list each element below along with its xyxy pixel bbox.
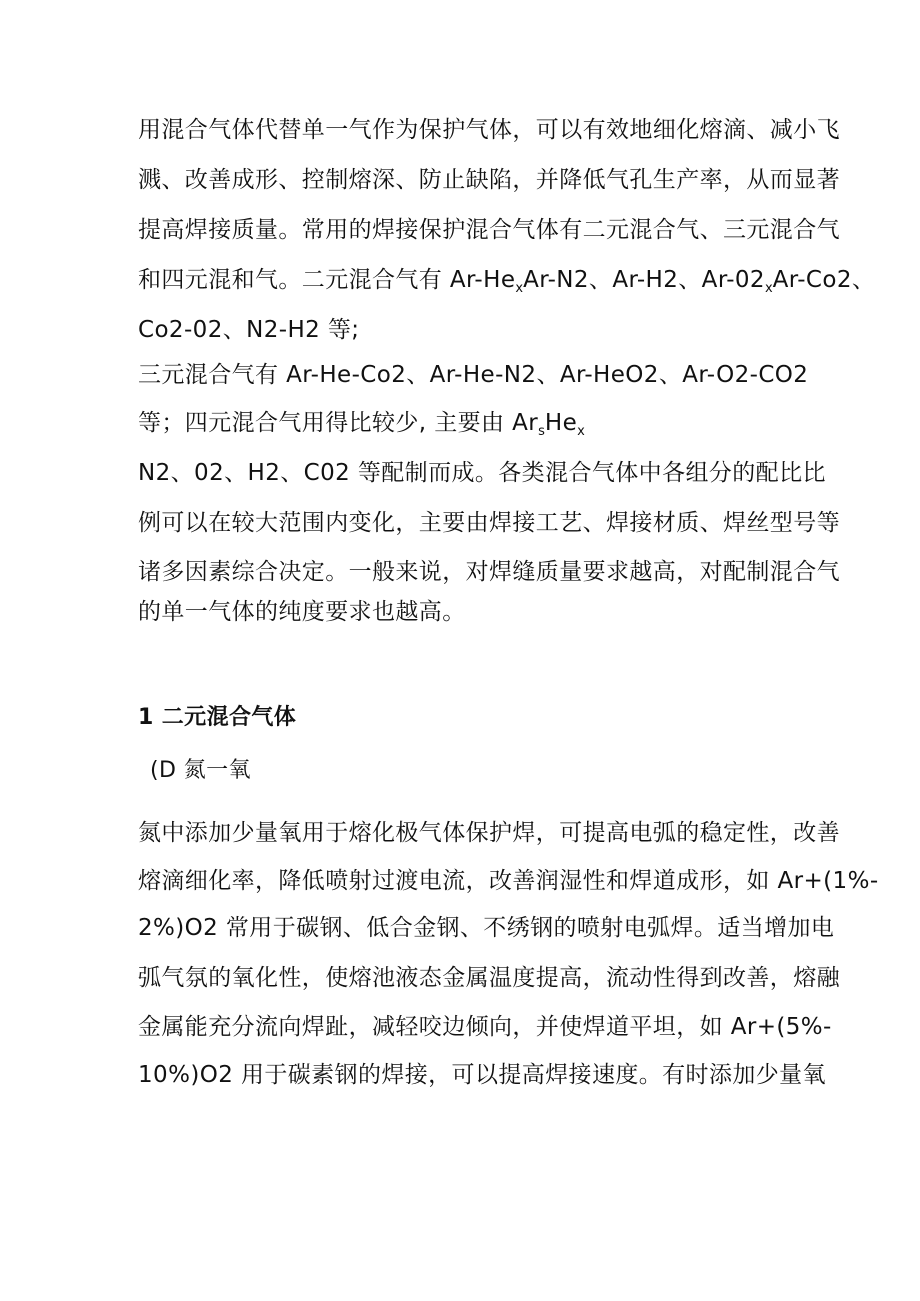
paragraph-2-line-6: 的单一气体的纯度要求也越高。 [138, 599, 466, 625]
paragraph-2-line-4: 例可以在较大范围内变化，主要由焊接工艺、焊接材质、焊丝型号等 [138, 510, 840, 536]
paragraph-3-line-3: 2%)O2 常用于碳钢、低合金钢、不绣钢的喷射电弧焊。适当增加电 [138, 915, 835, 941]
text-run: Ar-N2、Ar-H2、Ar-02 [523, 267, 765, 293]
paragraph-2-line-3: N2、02、H2、C02 等配制而成。各类混合气体中各组分的配比比 [138, 460, 826, 486]
section-heading: 1 二元混合气体 [138, 705, 297, 730]
paragraph-3-line-2: 熔滴细化率，降低喷射过渡电流，改善润湿性和焊道成形，如 Ar+(1%- [138, 868, 879, 894]
text-run: Ar-Co2、 [772, 267, 876, 293]
subscript: x [577, 424, 585, 439]
paragraph-1-line-4 [138, 265, 875, 304]
paragraph-1-line-1: 用混合气体代替单一气作为保护气体，可以有效地细化熔滴、减小飞 [138, 117, 840, 143]
text-run: 和四元混和气。二元混合气有 Ar-He [138, 267, 516, 293]
subsection-heading: (D 氮一氧 [150, 758, 251, 783]
paragraph-3-line-1: 氮中添加少量氧用于熔化极气体保护焊，可提高电弧的稳定性，改善 [138, 820, 840, 846]
paragraph-2-line-5: 诸多因素综合决定。一般来说，对焊缝质量要求越高，对配制混合气 [138, 559, 840, 585]
paragraph-1-line-5: Co2-02、N2-H2 等; [138, 317, 360, 343]
text-run: He [544, 410, 578, 436]
paragraph-3-line-5: 金属能充分流向焊趾，减轻咬边倾向，并使焊道平坦，如 Ar+(5%- [138, 1014, 832, 1040]
text-run: 等；四元混合气用得比较少, 主要由 Ar [138, 410, 539, 436]
subscript: s [538, 424, 545, 439]
paragraph-3-line-4: 弧气氛的氧化性，使熔池液态金属温度提高，流动性得到改善，熔融 [138, 965, 840, 991]
paragraph-1-line-3: 提高焊接质量。常用的焊接保护混合气体有二元混合气、三元混合气 [138, 217, 840, 243]
paragraph-2-line-1: 三元混合气有 Ar-He-Co2、Ar-He-N2、Ar-HeO2、Ar-O2-CO2 [138, 362, 809, 388]
subscript: x [515, 281, 524, 296]
paragraph-3-line-6: 10%)O2 用于碳素钢的焊接，可以提高焊接速度。有时添加少量氧 [138, 1062, 826, 1088]
paragraph-2-line-2 [138, 408, 585, 447]
paragraph-1-line-2: 溅、改善成形、控制熔深、防止缺陷，并降低气孔生产率，从而显著 [138, 167, 840, 193]
subscript: x [764, 281, 773, 296]
